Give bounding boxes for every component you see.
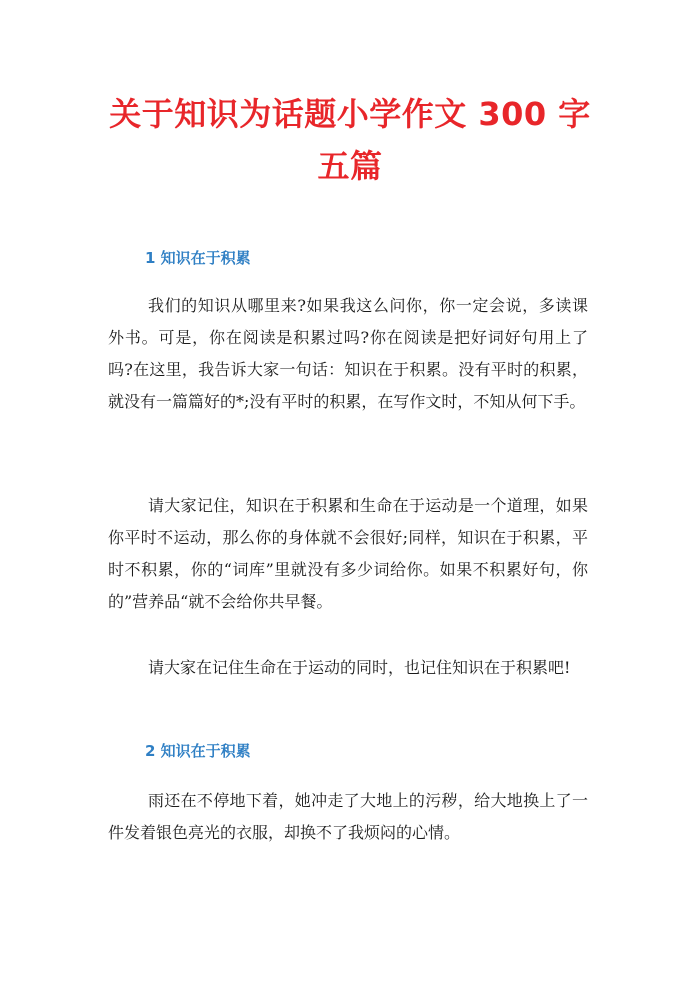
- document-title: 关于知识为话题小学作文 300 字五篇: [109, 95, 591, 185]
- paragraph: 雨还在不停地下着，她冲走了大地上的污秽，给大地换上了一件发着银色亮光的衣服，却换不了我烦闷的心情。: [108, 791, 588, 842]
- section-heading: 2 知识在于积累: [145, 742, 251, 760]
- paragraph: 请大家在记住生命在于运动的同时，也记住知识在于积累吧!: [148, 658, 571, 677]
- paragraph: 我们的知识从哪里来?如果我这么问你，你一定会说，多读课外书。可是，你在阅读是积累过吗?你在阅读是把好词好句用上了吗?在这里，我告诉大家一句话：知识在于积累。没有平时的积累，就没有一篇篇好的*;没有平时的积累，在写作文时，不知从何下手。: [108, 296, 588, 411]
- paragraph: 请大家记住，知识在于积累和生命在于运动是一个道理，如果你平时不运动，那么你的身体就不会很好;同样，知识在于积累，平时不积累，你的“词库”里就没有多少词给你。如果不积累好句，你的”营养品“就不会给你共早餐。: [108, 496, 588, 611]
- section-heading: 1 知识在于积累: [145, 249, 251, 267]
